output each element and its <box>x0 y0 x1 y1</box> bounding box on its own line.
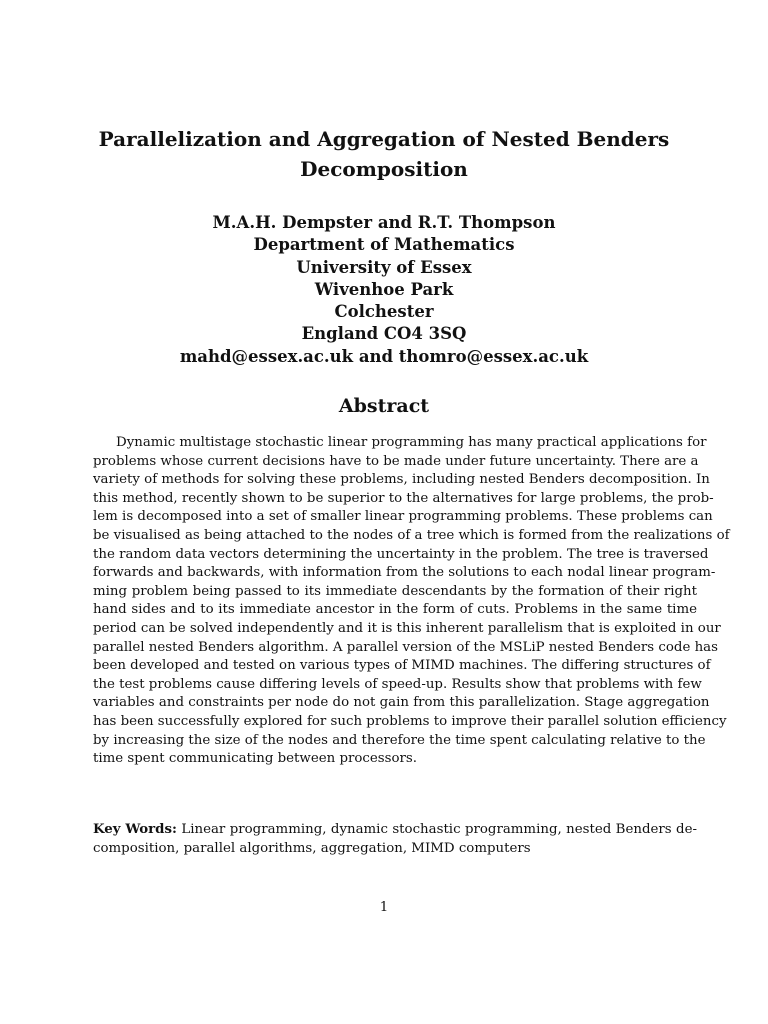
abstract-line: variety of methods for solving these problems, including nested Benders decomposition. In <box>93 472 710 488</box>
abstract-line: Dynamic multistage stochastic linear programming has many practical applications for <box>116 435 707 450</box>
department: Department of Mathematics <box>253 235 515 255</box>
abstract-line: period can be solved independently and it is this inherent parallelism that is exploited in our <box>93 620 721 636</box>
abstract-line: ming problem being passed to its immediate descendants by the formation of their right <box>93 583 697 599</box>
author-block <box>0 212 768 368</box>
abstract-line: the test problems cause differing levels of speed-up. Results show that problems with few <box>93 676 702 692</box>
keywords-text: Linear programming, dynamic stochastic programming, nested Benders de- <box>181 822 697 837</box>
abstract-line: variables and constraints per node do not gain from this parallelization. Stage aggregation <box>93 695 710 711</box>
keywords-line: composition, parallel algorithms, aggregation, MIMD computers <box>93 841 531 856</box>
address-line: Wivenhoe Park <box>314 279 454 299</box>
abstract-line: be visualised as being attached to the nodes of a tree which is formed from the realizations of <box>93 527 730 543</box>
keywords-line <box>93 820 697 839</box>
authors: M.A.H. Dempster and R.T. Thompson <box>212 213 556 232</box>
abstract-line: the random data vectors determining the uncertainty in the problem. The tree is traversed <box>93 546 709 562</box>
abstract-line: forwards and backwards, with information from the solutions to each nodal linear program- <box>93 565 716 581</box>
paper-title <box>0 124 768 184</box>
title-line: Decomposition <box>300 157 468 181</box>
abstract-heading: Abstract <box>338 395 430 417</box>
abstract-line: has been successfully explored for such problems to improve their parallel solution efficiency <box>93 713 727 729</box>
keywords-block <box>93 820 697 858</box>
page-number: 1 <box>379 900 389 915</box>
abstract-line: been developed and tested on various types of MIMD machines. The differing structures of <box>93 658 711 674</box>
abstract-body <box>93 434 730 769</box>
keywords-label: Key Words: <box>93 821 177 837</box>
abstract-line: parallel nested Benders algorithm. A parallel version of the MSLiP nested Benders code has <box>93 639 718 655</box>
abstract-line: time spent communicating between processors. <box>93 751 417 767</box>
author-emails: mahd@essex.ac.uk and thomro@essex.ac.uk <box>179 346 589 366</box>
abstract-line: by increasing the size of the nodes and therefore the time spent calculating relative to the <box>93 732 706 748</box>
abstract-line: lem is decomposed into a set of smaller linear programming problems. These problems can <box>93 509 713 525</box>
address-line: Colchester <box>334 302 434 322</box>
university: University of Essex <box>296 257 472 277</box>
abstract-line: problems whose current decisions have to be made under future uncertainty. There are a <box>93 453 699 469</box>
abstract-line: this method, recently shown to be superior to the alternatives for large problems, the prob- <box>93 490 714 506</box>
abstract-line: hand sides and to its immediate ancestor in the form of cuts. Problems in the same time <box>93 602 697 618</box>
title-line: Parallelization and Aggregation of Nested Benders <box>98 127 670 151</box>
address-line: England CO4 3SQ <box>301 324 467 344</box>
